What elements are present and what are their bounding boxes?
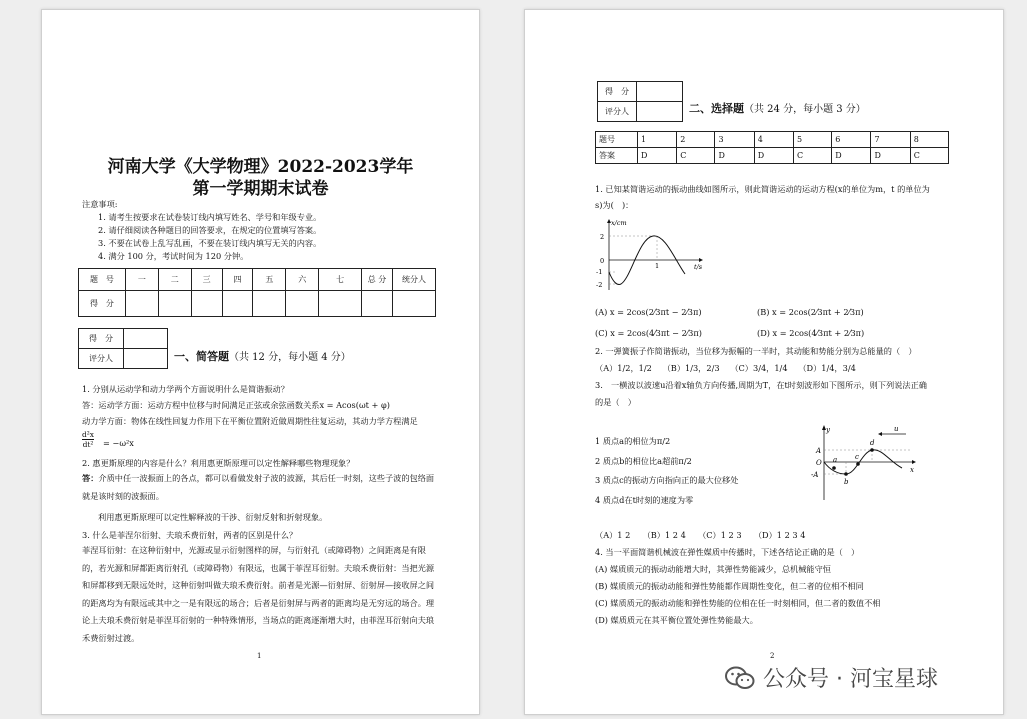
grader-blank-cell (124, 349, 168, 369)
mc-q3-statement: 4 质点d在t时刻的速度为零 (595, 495, 694, 505)
mc-question-4: 4. 当一平面简谐机械波在弹性媒质中传播时，下述各结论正确的是（ ） (595, 547, 860, 557)
mc-q3-statement: 3 质点c的振动方向指向正的最大位移处 (595, 475, 739, 485)
answer-table-cell: C (794, 148, 832, 164)
mc-q1-option-c: (C) x = 2cos(4⁄3πt − 2⁄3π) (595, 328, 702, 338)
score-blank-cell (362, 291, 393, 317)
mc-q1-option-a: (A) x = 2cos(2⁄3πt − 2⁄3π) (595, 307, 702, 317)
answer-table-cell: D (832, 148, 871, 164)
score-table (78, 268, 436, 317)
answer-table-cell: C (910, 148, 948, 164)
mc-q4-option-d: (D) 媒质质元在其平衡位置处弹性势能最大。 (595, 615, 758, 625)
mc-q3-statement: 1 质点a的相位为π/2 (595, 436, 671, 446)
answer-1-equation-rhs: = −ω²x (103, 438, 134, 448)
mc-q2-options: （A）1/2，1/2 （B）1/3，2/3 （C）3/4，1/4 （D）1/4，3/4 (595, 363, 856, 373)
grader-box-row (79, 329, 168, 349)
document-page-1 (41, 9, 480, 715)
score-table-cell: 五 (253, 269, 286, 291)
question-1: 1. 分别从运动学和动力学两个方面说明什么是简谐振动？ (82, 384, 289, 394)
graph1-t-arrow (699, 258, 703, 262)
score-table-cell: 四 (222, 269, 253, 291)
notice-item: 1. 请考生按要求在试卷装订线内填写姓名、学号和年级专业。 (98, 212, 322, 222)
graph2-neg-amplitude-label: -A (811, 471, 819, 479)
grader-score-label: 得 分 (598, 82, 637, 102)
answer-1-fraction (82, 430, 94, 449)
page-number: 2 (770, 652, 775, 660)
page-number: 1 (257, 652, 262, 660)
grader-blank-cell (637, 102, 683, 122)
score-blank-cell (319, 291, 362, 317)
graph1-tick: -2 (596, 281, 603, 289)
answer-table-cell: 3 (715, 132, 754, 148)
graph2-x-arrow (912, 460, 916, 464)
answer-table-cell: 6 (832, 132, 871, 148)
graph2-xlabel: x (910, 466, 914, 474)
section-2-name: 二、选择题 (689, 102, 744, 115)
score-table-cell: 一 (125, 269, 158, 291)
point-a-label: a (833, 456, 838, 464)
wave-graph (810, 422, 920, 504)
notice-item: 4. 满分 100 分，考试时间为 120 分钟。 (98, 251, 249, 261)
point-c-label: c (855, 453, 859, 461)
answer-table-cell: 5 (794, 132, 832, 148)
point-b (844, 472, 848, 476)
mc-q4-option-c: (C) 媒质质元的振动动能和弹性势能的位相在任一时刻相同，但二者的数值不相 (595, 598, 881, 608)
answer-1-line1: 答：运动学方面：运动方程中位移与时间满足正弦或余弦函数关系x = Acos(ωt + φ) (82, 400, 390, 410)
score-blank-cell (191, 291, 222, 317)
point-d-label: d (870, 439, 875, 447)
graph2-origin-label: O (816, 459, 822, 467)
document-page-2 (524, 9, 1004, 715)
graph2-ylabel: y (826, 426, 830, 434)
graph2-amplitude-label: A (816, 447, 822, 455)
section-1-name: 一、简答题 (174, 350, 229, 363)
fraction-numerator: d²x (82, 430, 95, 439)
point-a (832, 466, 836, 470)
answer-table-cell: C (677, 148, 715, 164)
point-b-label: b (844, 478, 849, 486)
answer-2-body: 介质中任一波振面上的各点，都可以看做发射子波的波源，其后任一时刻，这些子波的包络面就是该时刻的波振面。 (82, 473, 435, 501)
answer-2 (82, 470, 438, 505)
answer-table (595, 131, 949, 164)
grader-box (78, 328, 168, 369)
mc-q1-option-b: (B) x = 2cos(2⁄3πt + 2⁄3π) (757, 307, 864, 317)
mc-q3-options: （A）1 2 （B）1 2 4 （C）1 2 3 （D）1 2 3 4 (595, 530, 806, 540)
score-blank-cell (253, 291, 286, 317)
score-blank-cell (125, 291, 158, 317)
score-table-cell: 总 分 (362, 269, 393, 291)
graph2-velocity-arrowhead (878, 432, 882, 436)
score-table-cell: 题 号 (79, 269, 126, 291)
score-table-cell: 七 (319, 269, 362, 291)
graph1-tick: 0 (600, 257, 605, 265)
fraction-denominator: dt² (82, 440, 94, 449)
grader-name-label: 评分人 (79, 349, 124, 369)
score-table-cell: 二 (158, 269, 191, 291)
graph1-tick: 2 (600, 233, 605, 241)
mc-q4-option-a: (A) 媒质质元的振动动能增大时，其弹性势能减少，总机械能守恒 (595, 564, 831, 574)
answer-table-answer-row (596, 148, 949, 164)
grader-blank-cell (124, 329, 168, 349)
question-2: 2. 惠更斯原理的内容是什么？利用惠更斯原理可以定性解释哪些物理现象？ (82, 458, 355, 468)
answer-table-cell: D (871, 148, 910, 164)
notice-heading: 注意事项: (82, 199, 118, 209)
graph1-ylabel: x/cm (611, 219, 627, 227)
graph1-tick: 1 (655, 262, 660, 270)
score-table-header-row (79, 269, 436, 291)
answer-table-cell: 2 (677, 132, 715, 148)
section-2-heading (689, 100, 866, 116)
score-table-cell: 统分人 (393, 269, 436, 291)
point-c (856, 462, 860, 466)
mc-question-1-line1: 1. 已知某简谐运动的振动曲线如图所示，则此简谐运动的运动方程(x的单位为m，t 的单位为 (595, 184, 930, 194)
answer-table-cell: 题号 (596, 132, 638, 148)
graph1-tick: -1 (596, 268, 603, 276)
answer-table-cell: D (754, 148, 793, 164)
answer-2-extra: 利用惠更斯原理可以定性解释波的干涉、衍射反射和折射现象。 (98, 512, 328, 522)
score-table-cell: 六 (286, 269, 319, 291)
grader-blank-cell (637, 82, 683, 102)
score-blank-cell (286, 291, 319, 317)
grader-box-row (598, 82, 683, 102)
score-table-score-row (79, 291, 436, 317)
section-2-desc: （共 24 分，每小题 3 分） (744, 104, 866, 115)
graph1-xlabel: t/s (694, 263, 703, 271)
answer-3: 菲涅耳衍射：在这种衍射中，光源或显示衍射图样的屏，与衍射孔（或障碍物）之间距离是有限的，若光源和屏都距离衍射孔（或障碍物）有限远，也属于菲涅耳衍射。夫琅禾费衍射：当把光源和屏都移到无限远处时，这种衍射叫做夫琅禾费衍射。前者是光源—衍射屏、衍射屏—接收屏之间的距离均为有限远或其中之一是有限远的场合；后者是衍射屏与两者的距离均是无穷远的场合。理论上夫琅禾费衍射是菲涅耳衍射的一种特殊情形，当场点的距离逐渐增大时，由菲涅耳衍射向夫琅禾费衍射过渡。 (82, 545, 435, 643)
grader-box-row (79, 349, 168, 369)
mc-question-3-line2: 的是（ ） (595, 397, 636, 407)
section-1-desc: （共 12 分，每小题 4 分） (229, 352, 351, 363)
answer-table-cell: D (638, 148, 677, 164)
exam-title-line2: 第一学期期末试卷 (192, 179, 329, 199)
notice-item: 3. 不要在试卷上乱写乱画，不要在装订线内填写无关的内容。 (98, 238, 322, 248)
notice-item: 2. 请仔细阅读各种题目的回答要求，在规定的位置填写答案。 (98, 225, 322, 235)
answer-table-cell: 4 (754, 132, 793, 148)
exam-title-line1: 河南大学《大学物理》2022-2023学年 (107, 157, 414, 177)
watermark (725, 662, 938, 693)
oscillation-graph (595, 216, 707, 294)
mc-question-1-line2: s)为( )： (595, 200, 634, 210)
section-1-heading (174, 348, 351, 364)
score-blank-cell (158, 291, 191, 317)
answer-table-cell: 1 (638, 132, 677, 148)
mc-q3-statement: 2 质点b的相位比a超前π/2 (595, 456, 692, 466)
score-blank-cell (393, 291, 436, 317)
score-table-cell: 三 (191, 269, 222, 291)
answer-table-cell: D (715, 148, 754, 164)
wechat-icon (725, 665, 755, 691)
score-table-cell: 得 分 (79, 291, 126, 317)
mc-question-3-line1: 3. 一横波以波速u沿着x轴负方向传播,周期为T，在t时刻波形如下图所示，则下列说法正确 (595, 380, 927, 390)
grader-score-label: 得 分 (79, 329, 124, 349)
grader-box (597, 81, 683, 122)
graph2-u-label: u (894, 425, 899, 433)
question-3: 3. 什么是菲涅尔衍射、夫琅禾费衍射，两者的区别是什么？ (82, 530, 298, 540)
score-blank-cell (222, 291, 253, 317)
answer-table-cell: 8 (910, 132, 948, 148)
mc-question-2: 2. 一弹簧振子作简谐振动，当位移为振幅的一半时，其动能和势能分别为总能量的（ ） (595, 346, 917, 356)
answer-2-label: 答： (82, 473, 99, 483)
watermark-text: 公众号 · 河宝星球 (763, 667, 938, 692)
grader-name-label: 评分人 (598, 102, 637, 122)
answer-table-cell: 答案 (596, 148, 638, 164)
mc-q4-option-b: (B) 媒质质元的振动动能和弹性势能都作周期性变化，但二者的位相不相同 (595, 581, 864, 591)
grader-box-row (598, 102, 683, 122)
mc-q1-option-d: (D) x = 2cos(4⁄3πt + 2⁄3π) (757, 328, 865, 338)
answer-table-cell: 7 (871, 132, 910, 148)
point-d (870, 448, 874, 452)
answer-1-line2: 动力学方面：物体在线性回复力作用下在平衡位置附近做周期性往复运动，其动力学方程满足 (82, 416, 418, 426)
answer-table-header-row (596, 132, 949, 148)
